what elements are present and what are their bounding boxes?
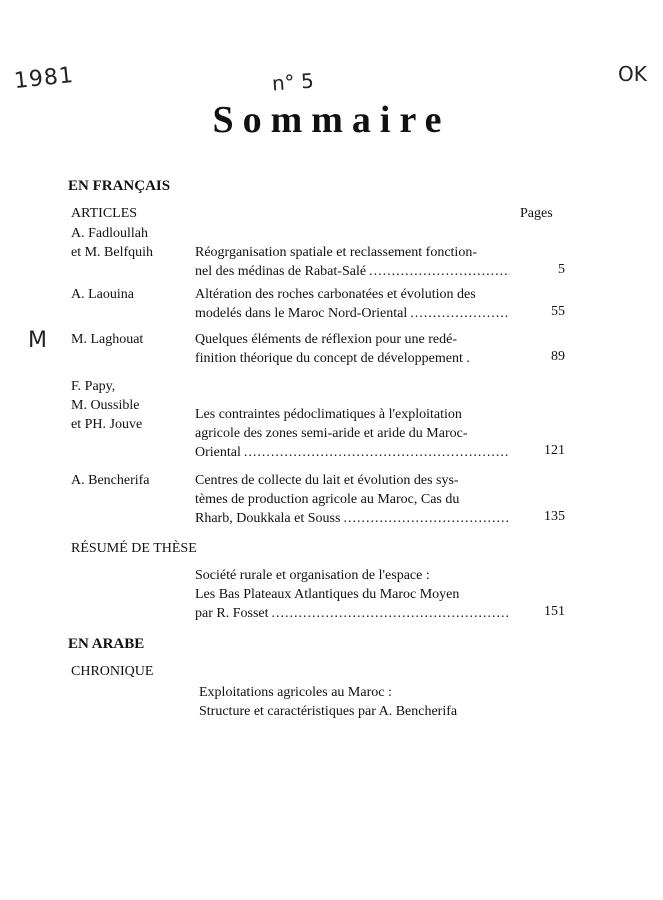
- entry-title-line: Réogrganisation spatiale et reclassement fonction-: [195, 245, 477, 260]
- entry-title-line: Rharb, Doukkala et Souss: [195, 511, 341, 526]
- entry-title-line: Centres de collecte du lait et évolution des sys-: [195, 473, 459, 488]
- entry-title: [195, 566, 510, 623]
- dot-leader: [410, 304, 510, 323]
- entry-page-number: 121: [544, 443, 565, 458]
- entry-page-number: 55: [551, 304, 565, 319]
- entry-title: [195, 243, 510, 281]
- pages-column-header: Pages: [520, 206, 553, 221]
- thesis-label: RÉSUMÉ DE THÈSE: [71, 541, 197, 556]
- page-title: Sommaire: [212, 99, 451, 141]
- entry-title-line: Exploitations agricoles au Maroc :: [199, 685, 392, 700]
- dot-leader: [244, 443, 510, 462]
- entry-author: A. Laouina: [71, 287, 134, 302]
- entry-title-line: par R. Fosset: [195, 606, 269, 621]
- entry-title-line: Les contraintes pédoclimatiques à l'exploitation: [195, 407, 462, 422]
- dot-leader: [369, 262, 510, 281]
- dot-leader: [343, 509, 510, 528]
- dot-leader: [272, 604, 511, 623]
- entry-title: [195, 330, 510, 368]
- entry-author: F. Papy, M. Oussible et PH. Jouve: [71, 379, 143, 432]
- entry-title: [195, 405, 510, 462]
- entry-title-line: agricole des zones semi-aride et aride du Maroc-: [195, 426, 468, 441]
- entry-title-line: Altération des roches carbonatées et évolution des: [195, 287, 476, 302]
- articles-label: ARTICLES: [71, 206, 138, 221]
- entry-page-number: 5: [558, 262, 565, 277]
- entry-title-line: Oriental: [195, 445, 241, 460]
- entry-title-line: tèmes de production agricole au Maroc, Cas du: [195, 492, 460, 507]
- entry-title-line: Quelques éléments de réflexion pour une redé-: [195, 332, 458, 347]
- entry-title: [195, 285, 510, 323]
- handwritten-year: 1981: [12, 62, 76, 95]
- handwritten-ok: OK: [618, 62, 647, 86]
- handwritten-issue-number: n° 5: [271, 68, 315, 96]
- handwritten-margin-mark: M: [28, 328, 47, 353]
- entry-title: [199, 683, 519, 721]
- section-heading-arabic: EN ARABE: [68, 636, 145, 652]
- entry-author: A. Fadloullah et M. Belfquih: [71, 226, 154, 260]
- entry-title-line: Structure et caractéristiques par A. Bencherifa: [199, 704, 458, 719]
- entry-title-line: finition théorique du concept de développement .: [195, 351, 470, 366]
- entry-title: [195, 471, 510, 528]
- entry-author: A. Bencherifa: [71, 473, 150, 488]
- entry-title-line: Société rurale et organisation de l'espace :: [195, 568, 430, 583]
- entry-page-number: 89: [551, 349, 565, 364]
- chronique-label: CHRONIQUE: [71, 664, 154, 679]
- entry-title-line: modelés dans le Maroc Nord-Oriental: [195, 306, 408, 321]
- entry-title-line: nel des médinas de Rabat-Salé: [195, 264, 367, 279]
- entry-page-number: 135: [544, 509, 565, 524]
- entry-title-line: Les Bas Plateaux Atlantiques du Maroc Moyen: [195, 587, 460, 602]
- entry-author: M. Laghouat: [71, 332, 144, 347]
- entry-page-number: 151: [544, 604, 565, 619]
- section-heading-french: EN FRANÇAIS: [68, 178, 171, 194]
